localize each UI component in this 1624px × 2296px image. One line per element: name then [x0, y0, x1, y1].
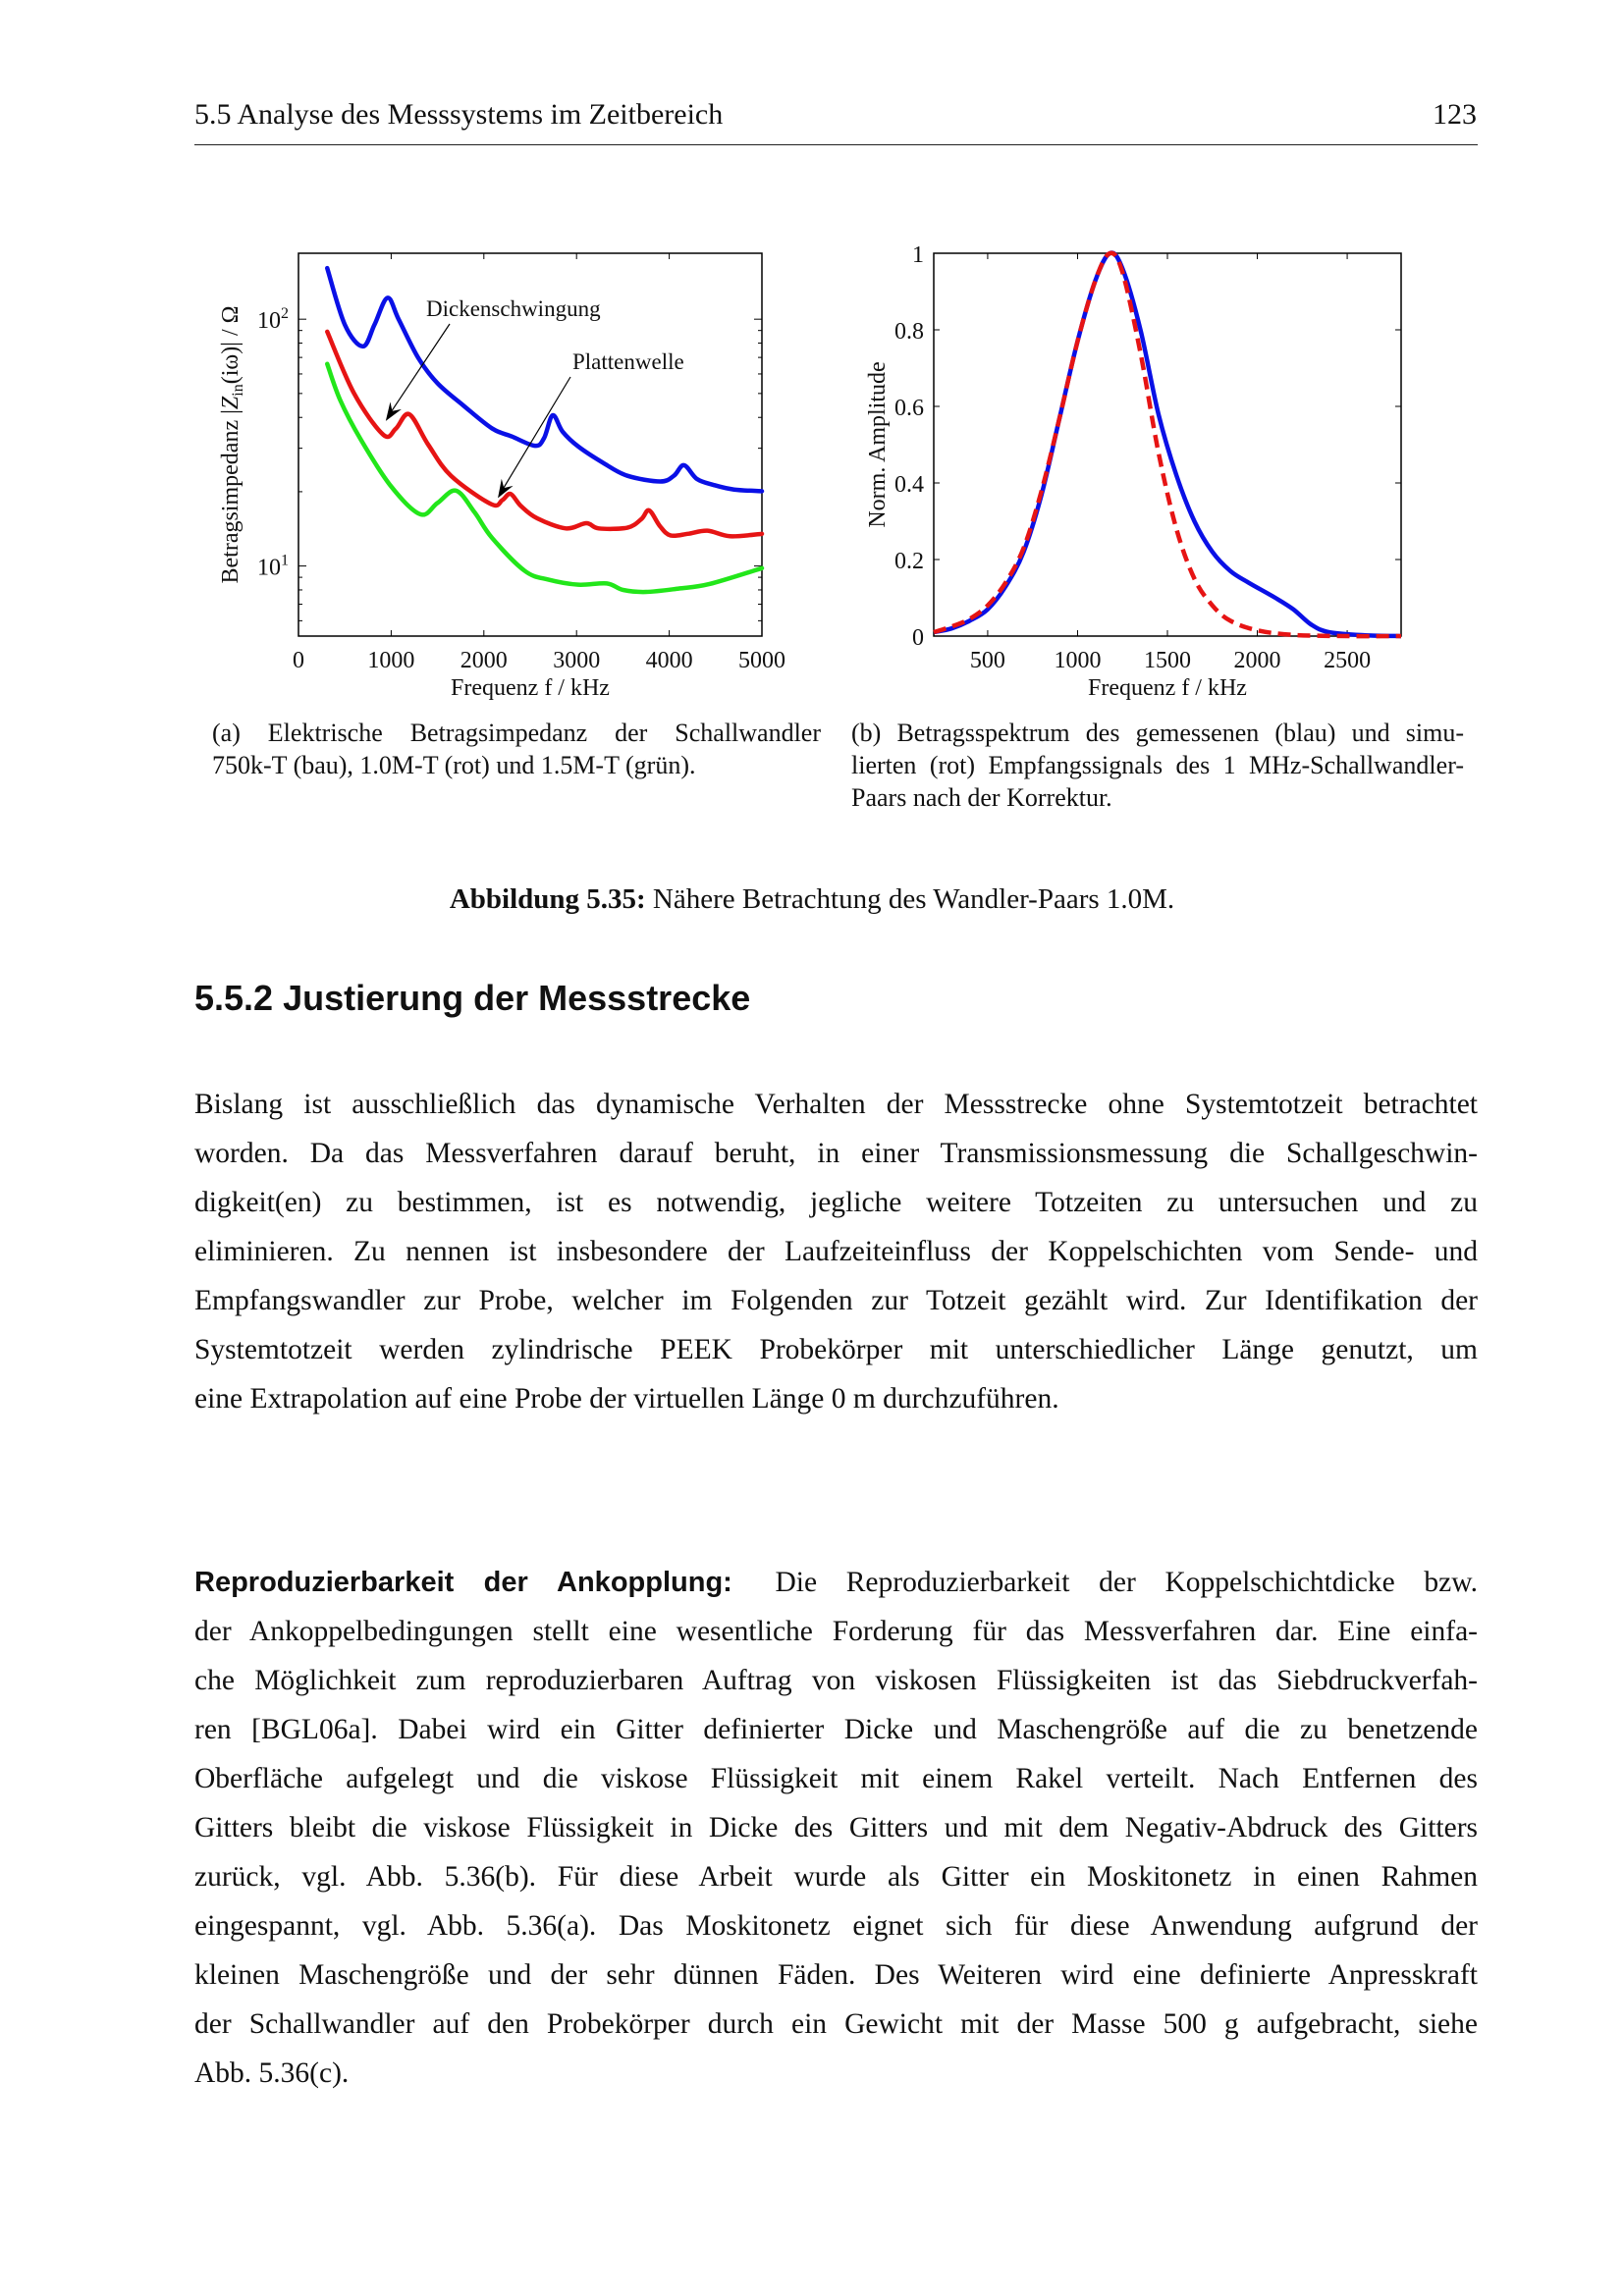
text-line: worden. Da das Messverfahren darauf beruht, in einer Transmissionsmessung die Schallgeschwin-	[194, 1138, 1478, 1169]
caption-line: (b) Betragsspektrum des gemessenen (blau) und simu-	[851, 719, 1464, 747]
y-tick-label: $10^2$	[257, 305, 289, 335]
text-line: eine Extrapolation auf eine Probe der virtuellen Länge 0 m durchzuführen.	[194, 1383, 1059, 1415]
text-line: zurück, vgl. Abb. 5.36(b). Für diese Arbeit wurde als Gitter ein Moskitonetz in einen Rahmen	[194, 1861, 1478, 1893]
text-line: Empfangswandler zur Probe, welcher im Folgenden zur Totzeit gezählt wird. Zur Identifikation der	[194, 1285, 1478, 1316]
text-line: eingespannt, vgl. Abb. 5.36(a). Das Moskitonetz eignet sich für diese Anwendung aufgrund der	[194, 1910, 1478, 1942]
text-line: Gitters bleibt die viskose Flüssigkeit in Dicke des Gitters und mit dem Negativ-Abdruck des Gitters	[194, 1812, 1478, 1843]
series-line-gemessen	[934, 253, 1401, 636]
x-tick-label: 1000	[367, 648, 415, 673]
annotation-arrow	[388, 324, 450, 417]
y-tick-label: 0.8	[894, 319, 924, 345]
x-tick-label: 4000	[645, 648, 693, 673]
x-axis-label: Frequenz f / kHz	[1088, 675, 1247, 701]
y-tick-label: 0.2	[894, 549, 924, 574]
y-tick-label: 0.6	[894, 396, 924, 421]
text-line: der Ankoppelbedingungen stellt eine wesentliche Forderung für das Messverfahren dar. Eine einfa-	[194, 1616, 1478, 1647]
figure-label: Abbildung 5.35:	[449, 883, 646, 915]
caption-line: Paars nach der Korrektur.	[851, 783, 1112, 812]
annotation-plattenwelle: Plattenwelle	[572, 349, 684, 374]
text-line: Oberfläche aufgelegt und die viskose Flüssigkeit mit einem Rakel verteilt. Nach Entfernen des	[194, 1763, 1478, 1794]
x-axis-label: Frequenz f / kHz	[451, 675, 610, 701]
y-tick-label: 0.4	[894, 472, 924, 498]
text-line: Abb. 5.36(c).	[194, 2057, 350, 2089]
text-line: der Schallwandler auf den Probekörper durch ein Gewicht mit der Masse 500 g aufgebracht, siehe	[194, 2008, 1478, 2040]
paragraph-2	[194, 1558, 1478, 2098]
text-line: Systemtotzeit werden zylindrische PEEK Probekörper mit unterschiedlicher Länge genutzt, um	[194, 1334, 1478, 1365]
x-tick-label: 2000	[1233, 648, 1281, 673]
subcaption-b	[851, 717, 1464, 814]
section-heading: 5.5.2 Justierung der Messstrecke	[194, 978, 751, 1018]
y-axis-label: Norm. Amplitude	[865, 361, 891, 528]
caption-line: 750k-T (bau), 1.0M-T (rot) und 1.5M-T (grün).	[212, 751, 696, 779]
chart-impedance	[0, 0, 825, 717]
arrow-head-icon	[386, 401, 402, 420]
subcaption-a	[212, 717, 821, 781]
text-line: eliminieren. Zu nennen ist insbesondere der Laufzeiteinfluss der Koppelschichten vom Sende- und	[194, 1236, 1478, 1267]
paragraph-1	[194, 1080, 1478, 1423]
chart-spectrum	[825, 0, 1624, 717]
running-header-title: 5.5 Analyse des Messsystems im Zeitbereich	[194, 98, 724, 131]
text-line: ren [BGL06a]. Dabei wird ein Gitter definierter Dicke und Maschengröße auf die zu benetzende	[194, 1714, 1478, 1745]
first-line-text: Die Reproduzierbarkeit der Koppelschichtdicke bzw.	[775, 1567, 1479, 1598]
figure-caption-text: Nähere Betrachtung des Wandler-Paars 1.0M.	[645, 883, 1175, 915]
annotation-dickenschwingung: Dickenschwingung	[426, 296, 601, 321]
text-line: kleinen Maschengröße und der sehr dünnen Fäden. Des Weiteren wird eine definierte Anpresskraft	[194, 1959, 1478, 1991]
figure-caption	[0, 883, 1624, 916]
y-tick-label: 0	[912, 625, 924, 651]
caption-line: (a) Elektrische Betragsimpedanz der Schallwandler	[212, 719, 821, 747]
runin-heading: Reproduzierbarkeit der Ankopplung:	[194, 1567, 732, 1598]
x-tick-label: 500	[969, 648, 1005, 673]
x-tick-label: 1000	[1054, 648, 1102, 673]
page-number: 123	[1433, 98, 1477, 131]
caption-line: lierten (rot) Empfangssignals des 1 MHz-Schallwandler-	[851, 751, 1464, 779]
text-line	[194, 1558, 1478, 1607]
text-line: che Möglichkeit zum reproduzierbaren Auftrag von viskosen Flüssigkeiten ist das Siebdruckverfah-	[194, 1665, 1478, 1696]
y-axis-label: Betragsimpedanz $|Z_{in}(i\omega)|$ / Ω	[218, 305, 246, 584]
x-tick-label: 2000	[460, 648, 508, 673]
text-line: Bislang ist ausschließlich das dynamische Verhalten der Messstrecke ohne Systemtotzeit betrachtet	[194, 1089, 1478, 1120]
x-tick-label: 0	[293, 648, 304, 673]
y-tick-label: $10^1$	[257, 552, 289, 581]
text-line: digkeit(en) zu bestimmen, ist es notwendig, jegliche weitere Totzeiten zu untersuchen und zu	[194, 1187, 1478, 1218]
x-tick-label: 2500	[1324, 648, 1372, 673]
x-tick-label: 3000	[553, 648, 601, 673]
y-tick-label: 1	[912, 242, 924, 268]
x-tick-label: 1500	[1144, 648, 1191, 673]
x-tick-label: 5000	[738, 648, 785, 673]
